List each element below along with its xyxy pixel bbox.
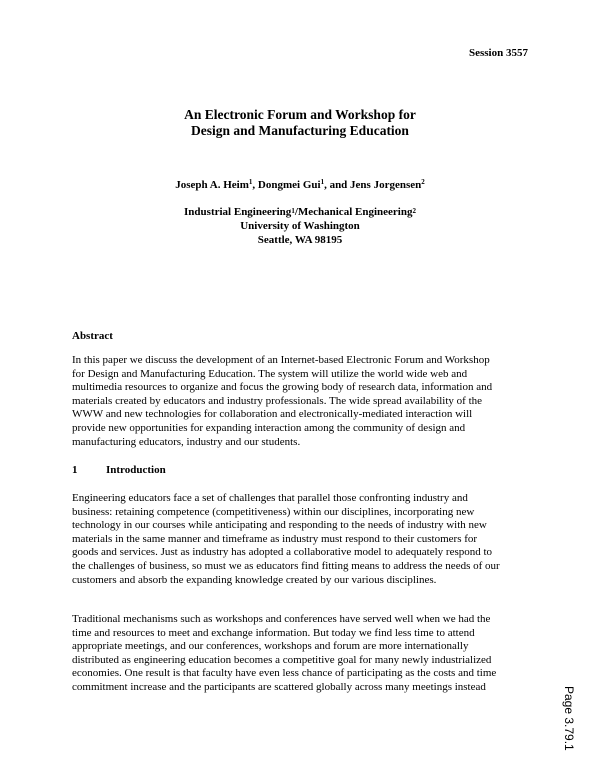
title-line: An Electronic Forum and Workshop for bbox=[184, 107, 416, 122]
introduction-paragraph-2 bbox=[72, 613, 542, 695]
university-name: University of Washington bbox=[240, 220, 360, 232]
text-line: customers and absorb the expanding knowledge created by our various disciplines. bbox=[72, 573, 437, 586]
department-name: /Mechanical Engineering bbox=[294, 206, 413, 218]
author-affiliation-mark: 1 bbox=[320, 178, 325, 186]
text-line: for Design and Manufacturing Education. The system will utilize the world wide web and bbox=[72, 367, 468, 380]
text-line: business: retaining competence (competitiveness) within our disciplines, incorporating new bbox=[72, 505, 475, 518]
author-list bbox=[0, 179, 600, 191]
text-line: goods and services. Just as industry has adopted a collaborative model to adequately respond to bbox=[72, 546, 493, 559]
text-line: distributed as engineering education becomes a competitive goal for many newly industrialized bbox=[72, 653, 492, 666]
text-line: the challenges of business, so must we as educators find fitting means to address the needs of our bbox=[72, 559, 500, 572]
text-line: commitment increase and the participants are scattered globally across many meetings instead bbox=[72, 680, 486, 693]
abstract-heading: Abstract bbox=[72, 330, 113, 342]
department-mark: 2 bbox=[412, 207, 416, 215]
section-title: Introduction bbox=[106, 464, 166, 476]
text-line: provide new opportunities for expanding interaction among the community of design and bbox=[72, 421, 466, 434]
abstract-paragraph bbox=[72, 354, 542, 449]
author-affiliation-mark: 1 bbox=[248, 178, 253, 186]
author-name: , and Jens Jorgensen bbox=[324, 179, 422, 191]
text-line: technology in our courses while anticipating and responding to the needs of industry with new bbox=[72, 519, 487, 532]
section-number: 1 bbox=[72, 464, 78, 476]
session-number: Session 3557 bbox=[469, 47, 528, 59]
author-name: Joseph A. Heim bbox=[175, 179, 249, 191]
text-line: materials created by educators and industry professionals. The wide spread availability of the bbox=[72, 394, 483, 407]
city-address: Seattle, WA 98195 bbox=[257, 234, 343, 246]
page-number: Page 3.79.1 bbox=[562, 686, 576, 751]
department-name: Industrial Engineering bbox=[184, 206, 292, 218]
affiliation-block bbox=[0, 205, 600, 247]
author-affiliation-mark: 2 bbox=[421, 178, 425, 186]
department-mark: 1 bbox=[291, 207, 295, 215]
text-line: manufacturing educators, industry and our students. bbox=[72, 435, 301, 448]
text-line: time and resources to meet and exchange information. But today we find less time to attend bbox=[72, 626, 475, 639]
text-line: Engineering educators face a set of challenges that parallel those confronting industry and bbox=[72, 492, 468, 504]
introduction-heading bbox=[72, 464, 166, 476]
text-line: Traditional mechanisms such as workshops and conferences have served well when we had the bbox=[72, 613, 491, 625]
text-line: WWW and new technologies for collaboration and electronically-mediated interaction will bbox=[72, 408, 473, 421]
text-line: economies. One result is that faculty have even less chance of participating as the costs and time bbox=[72, 667, 497, 680]
text-line: appropriate meetings, and our conferences, workshops and forum are more internationally bbox=[72, 640, 469, 653]
departments bbox=[0, 205, 600, 219]
text-line: In this paper we discuss the development of an Internet-based Electronic Forum and Workshop bbox=[72, 354, 490, 366]
introduction-paragraph-1 bbox=[72, 492, 542, 587]
paper-title bbox=[0, 107, 600, 139]
text-line: multimedia resources to organize and focus the growing body of research data, information and bbox=[72, 381, 493, 394]
title-line: Design and Manufacturing Education bbox=[191, 123, 409, 138]
author-name: , Dongmei Gui bbox=[252, 179, 321, 191]
text-line: materials in the same manner and timeframe as industry must respond to their customers for bbox=[72, 532, 478, 545]
